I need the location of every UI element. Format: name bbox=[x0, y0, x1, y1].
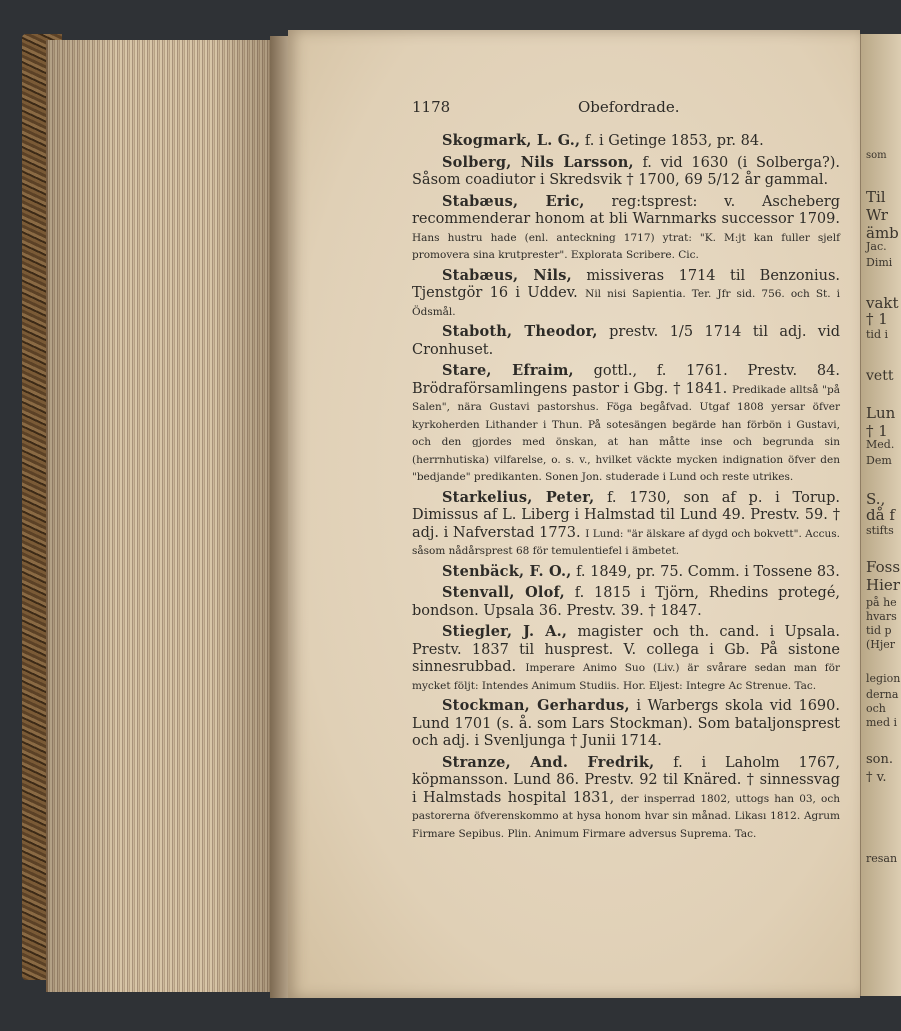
entry-name: Stenbäck, F. O., bbox=[442, 562, 572, 580]
margin-fragment: Med. bbox=[866, 438, 895, 451]
entry-list bbox=[412, 132, 840, 842]
entry bbox=[412, 623, 840, 694]
margin-fragment: Lun bbox=[866, 404, 896, 422]
margin-fragment: † v. bbox=[866, 770, 887, 785]
entry bbox=[412, 323, 840, 359]
entry bbox=[412, 362, 840, 486]
entry-text: f. 1849, pr. 75. Comm. i Tossene 83. bbox=[576, 563, 840, 580]
margin-fragment: S., bbox=[866, 490, 886, 508]
margin-fragment: Hier bbox=[866, 576, 900, 594]
margin-fragment: † 1 bbox=[866, 422, 888, 440]
entry-name: Stenvall, Olof, bbox=[442, 584, 565, 601]
margin-fragment: tid i bbox=[866, 328, 888, 341]
entry bbox=[412, 267, 840, 321]
entry-name: Stabæus, Eric, bbox=[442, 192, 585, 210]
entry-text: f. 1815 i Tjörn, Rhedins protegé, bondson. Upsala 36. Prestv. 39. † 1847. bbox=[412, 585, 841, 619]
entry bbox=[412, 754, 840, 843]
entry-name: Skogmark, L. G., bbox=[442, 132, 581, 149]
margin-fragment: med i bbox=[866, 716, 897, 729]
margin-fragment: vakt bbox=[866, 294, 899, 312]
margin-fragment: på he bbox=[866, 596, 897, 609]
margin-fragment: ämb bbox=[866, 224, 899, 242]
margin-fragment: Wr bbox=[866, 206, 888, 224]
entry-text: reg:tsprest: v. Ascheberg recommenderar honom at bli Warnmarks successor 1709. bbox=[412, 193, 840, 227]
margin-fragment: resan bbox=[866, 852, 898, 865]
entry-note: I Lund: "är älskare af dygd och bokvett". Accus. såsom nådårsprest 68 för temulentiefel i ämbetet. bbox=[412, 527, 840, 557]
margin-fragment: Til bbox=[866, 188, 886, 206]
margin-fragment: stifts bbox=[866, 524, 894, 537]
entry-text: f. 1730, son af p. i Torup. Dimissus af L. Liberg i Halmstad til Lund 49. Prestv. 59. † adj. i Nafverstad 1773. bbox=[412, 489, 840, 541]
entry-text: f. i Getinge 1853, pr. 84. bbox=[584, 133, 764, 149]
entry-name: Stiegler, J. A., bbox=[442, 623, 568, 640]
running-title: Obefordrade. bbox=[578, 98, 680, 116]
entry-name: Stabæus, Nils, bbox=[442, 266, 572, 284]
entry-note: Nil nisi Sapientia. Ter. Jfr sid. 756. och St. i Ödsmål. bbox=[412, 288, 840, 318]
entry bbox=[412, 154, 840, 190]
entry bbox=[412, 193, 840, 264]
entry bbox=[412, 563, 840, 582]
running-header bbox=[412, 98, 840, 132]
entry-text: prestv. 1/5 1714 til adj. vid Cronhuset. bbox=[412, 324, 841, 358]
margin-fragment: Foss bbox=[866, 558, 901, 576]
entry-name: Starkelius, Peter, bbox=[442, 488, 595, 506]
margin-fragment: tid p bbox=[866, 624, 892, 637]
entry-note: Predikade alltså "på Salen", nära Gustavi pastorshus. Föga begåfvad. Utgaf 1808 yersar öfver kyrkoherden Lithander i Thun. På sotesängen begärde han förbön i Gustavi, och den gjordes med önskan, at han måtte inse och begrunda sin (herrnhutiska) vilfarelse, o. s. v., hvilket väckte mycken indignation öfver den "bedjande" predikanten. Sonen Jon. studerade i Lund och reste utrikes. bbox=[412, 383, 840, 483]
page-number: 1178 bbox=[412, 98, 451, 116]
entry-text: f. vid 1630 (i Solberga?). Såsom coadiutor i Skredsvik † 1700, 69 5/12 år gammal. bbox=[412, 154, 841, 188]
entry-name: Stockman, Gerhardus, bbox=[442, 697, 630, 714]
entry-name: Solberg, Nils Larsson, bbox=[442, 153, 634, 171]
margin-fragment: vett bbox=[866, 368, 894, 384]
margin-fragment: som bbox=[866, 150, 887, 161]
margin-fragment: Dem bbox=[866, 454, 892, 467]
entry-text: magister och th. cand. i Upsala. Prestv. 1837 til husprest. V. collega i Gb. På sistone sinnesrubbad. bbox=[412, 624, 840, 675]
margin-fragment: † 1 bbox=[866, 310, 888, 328]
margin-fragment: son. bbox=[866, 752, 894, 767]
margin-fragment: och bbox=[866, 702, 886, 715]
margin-fragment: derna bbox=[866, 688, 899, 701]
margin-fragment: hvars bbox=[866, 610, 897, 623]
entry-note: Hans hustru hade (enl. anteckning 1717) ytrat: "K. M:jt kan fuller sjelf promovera sina krutprester". Explorata Scribere. Cic. bbox=[412, 231, 840, 261]
entry bbox=[412, 584, 840, 620]
margin-fragment: legion bbox=[866, 672, 901, 685]
entry bbox=[412, 132, 840, 151]
margin-fragment: (Hjer bbox=[866, 638, 896, 651]
entry-text: missiveras 1714 til Benzonius. Tjenstgör 16 i Uddev. bbox=[412, 267, 840, 301]
margin-fragment: då f bbox=[866, 506, 895, 524]
entry bbox=[412, 697, 840, 751]
margin-fragment: Jac. bbox=[866, 240, 887, 253]
entry-note: Imperare Animo Suo (Liv.) är svårare sedan man för mycket följt: Intendes Animum Studiis. Hor. Eljest: Integre Ac Strenue. Tac. bbox=[412, 662, 841, 692]
entry-note: der insperrad 1802, uttogs han 03, och pastorerna öfverenskommo at hysa honom hvar sin månad. Likası 1812. Agrum Firmare Sepibus. Plin. Animum Firmare adversus Suprema. Tac. bbox=[412, 792, 840, 840]
entry-name: Staboth, Theodor, bbox=[442, 323, 598, 340]
entry-text: f. i Laholm 1767, köpmansson. Lund 86. Prestv. 92 til Knäred. † sinnessvag i Halmstads hospital 1831, bbox=[412, 754, 840, 806]
entry-name: Stare, Efraim, bbox=[442, 362, 574, 379]
entry-name: Stranze, And. Fredrik, bbox=[442, 753, 655, 771]
entry-text: i Warbergs skola vid 1690. Lund 1701 (s. å. som Lars Stockman). Som bataljonsprest och adj. i Svenljunga † Junii 1714. bbox=[412, 698, 840, 749]
margin-fragment: Dimi bbox=[866, 256, 893, 269]
entry bbox=[412, 489, 840, 560]
page-content bbox=[412, 98, 840, 845]
entry-text: gottl., f. 1761. Prestv. 84. Brödraförsamlingens pastor i Gbg. † 1841. bbox=[412, 363, 840, 397]
